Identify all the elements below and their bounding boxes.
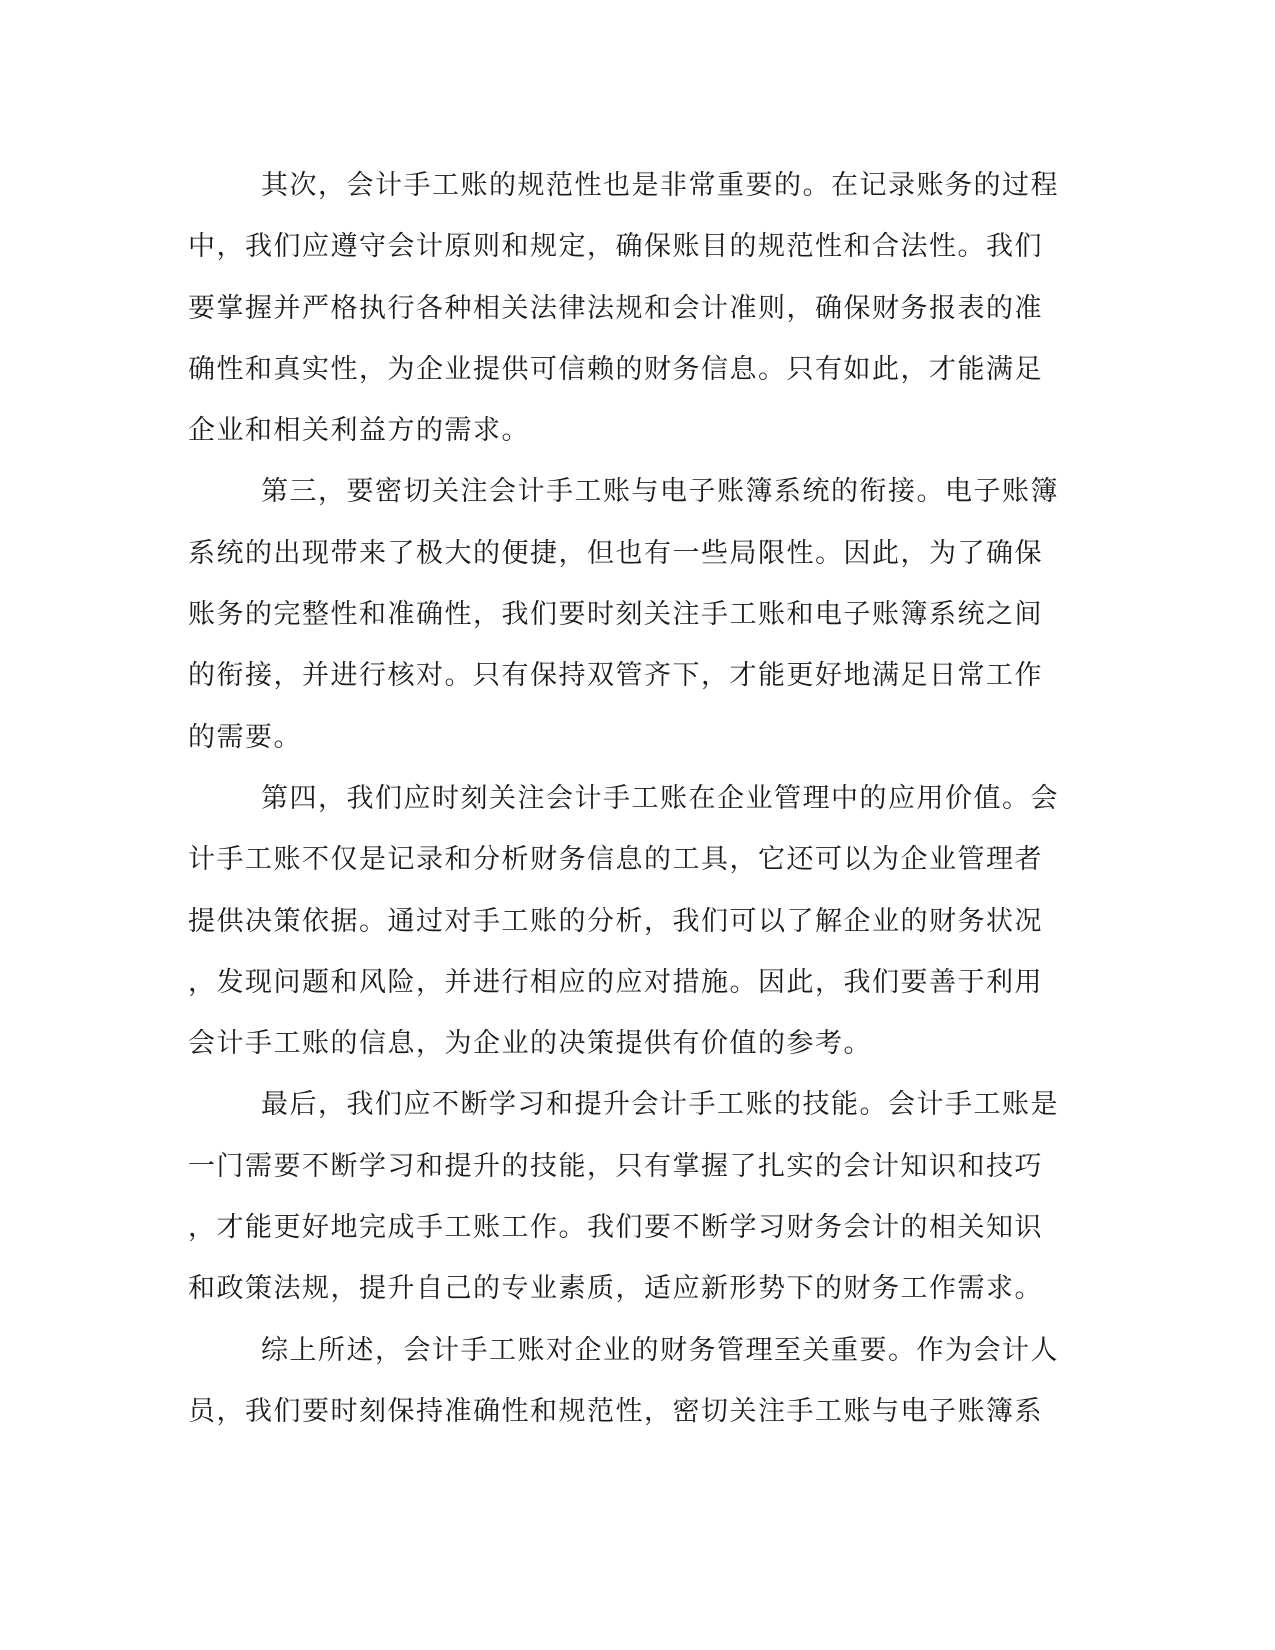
- paragraph-skill-improvement: [188, 1074, 1068, 1319]
- text-line: 会计手工账的信息，为企业的决策提供有价值的参考。: [188, 1028, 872, 1060]
- text-line: 员，我们要时刻保持准确性和规范性，密切关注手工账与电子账簿系: [188, 1395, 1043, 1427]
- text-line: 提供决策依据。通过对手工账的分析，我们可以了解企业的财务状况: [188, 905, 1043, 937]
- text-line: 的衔接，并进行核对。只有保持双管齐下，才能更好地满足日常工作: [188, 660, 1043, 692]
- text-line: 中，我们应遵守会计原则和规定，确保账目的规范性和合法性。我们: [188, 231, 1043, 263]
- paragraph-electronic-ledger: [188, 461, 1068, 767]
- text-line: 最后，我们应不断学习和提升会计手工账的技能。会计手工账是: [261, 1089, 1059, 1121]
- document-body: [188, 155, 1068, 1442]
- text-line: 计手工账不仅是记录和分析财务信息的工具，它还可以为企业管理者: [188, 844, 1043, 876]
- text-line: 的需要。: [188, 721, 302, 753]
- paragraph-summary: [188, 1320, 1068, 1443]
- text-line: 第四，我们应时刻关注会计手工账在企业管理中的应用价值。会: [261, 782, 1059, 814]
- text-line: 第三，要密切关注会计手工账与电子账簿系统的衔接。电子账簿: [261, 476, 1059, 508]
- text-line: 和政策法规，提升自己的专业素质，适应新形势下的财务工作需求。: [188, 1273, 1043, 1305]
- paragraph-management-value: [188, 768, 1068, 1074]
- paragraph-accounting-standards: [188, 155, 1068, 461]
- text-line: 确性和真实性，为企业提供可信赖的财务信息。只有如此，才能满足: [188, 353, 1043, 385]
- text-line: 企业和相关利益方的需求。: [188, 415, 530, 447]
- text-line: 账务的完整性和准确性，我们要时刻关注手工账和电子账簿系统之间: [188, 599, 1043, 631]
- text-line: 其次，会计手工账的规范性也是非常重要的。在记录账务的过程: [261, 170, 1059, 201]
- text-line: 综上所述，会计手工账对企业的财务管理至关重要。作为会计人: [261, 1334, 1059, 1366]
- text-line: 要掌握并严格执行各种相关法律法规和会计准则，确保财务报表的准: [188, 292, 1043, 324]
- text-line: ，发现问题和风险，并进行相应的应对措施。因此，我们要善于利用: [188, 966, 1043, 998]
- text-line: 一门需要不断学习和提升的技能，只有掌握了扎实的会计知识和技巧: [188, 1150, 1043, 1182]
- text-line: ，才能更好地完成手工账工作。我们要不断学习财务会计的相关知识: [188, 1212, 1043, 1244]
- text-line: 系统的出现带来了极大的便捷，但也有一些局限性。因此，为了确保: [188, 537, 1043, 569]
